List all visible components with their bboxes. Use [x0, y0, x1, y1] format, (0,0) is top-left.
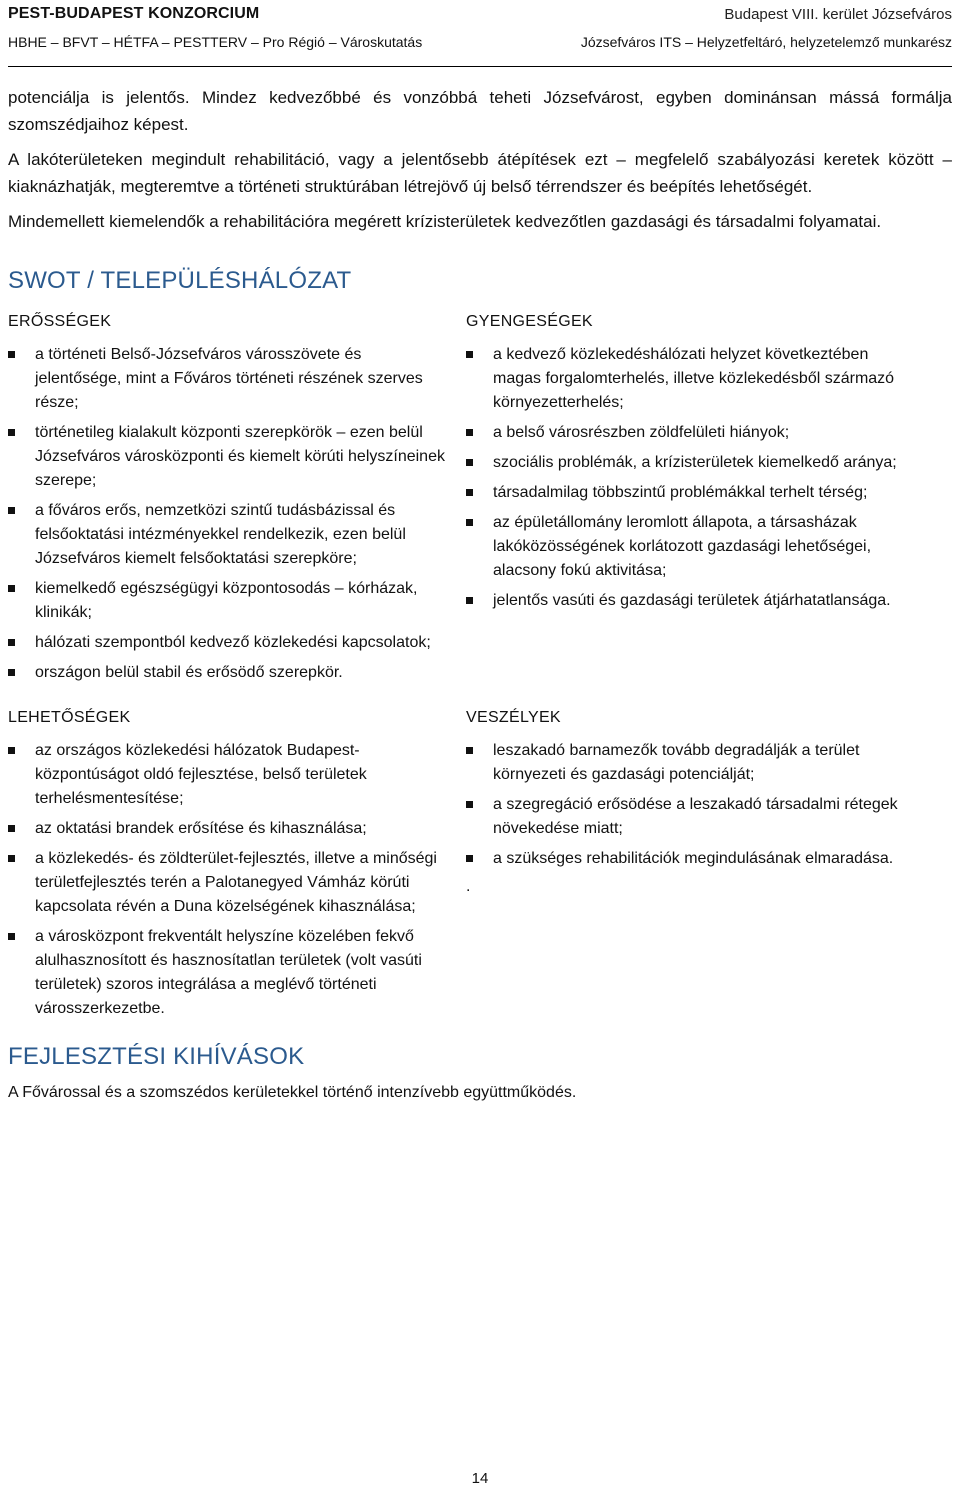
- square-bullet-icon: [466, 855, 473, 862]
- partners-line: HBHE – BFVT – HÉTFA – PESTTERV – Pro Régió – Városkutatás: [8, 34, 423, 50]
- list-item-text: jelentős vasúti és gazdasági területek átjárhatatlansága.: [493, 592, 891, 609]
- district-title: Budapest VIII. kerület Józsefváros: [724, 5, 952, 23]
- page-number: 14: [471, 1470, 489, 1487]
- intro-paragraph-2: A lakóterületeken megindult rehabilitáció, vagy a jelentősebb átépítések ezt – megfelelő szabályozási keretek között – kiaknázhatják, megteremtve a történeti struktúrában létrejövő új belső térrendszer és beépítés lehetőségét.: [8, 150, 952, 196]
- square-bullet-icon: [466, 747, 473, 754]
- org-title: PEST-BUDAPEST KONZORCIUM: [8, 5, 260, 22]
- list-item: [8, 739, 466, 811]
- header-row-bottom: [8, 28, 952, 56]
- list-item: [466, 793, 924, 841]
- header-divider: [8, 66, 952, 67]
- list-item: [8, 817, 466, 841]
- strengths-column: [8, 295, 466, 691]
- square-bullet-icon: [466, 429, 473, 436]
- swot-row-bottom: [8, 691, 952, 1027]
- square-bullet-icon: [466, 519, 473, 526]
- list-item: [8, 661, 466, 685]
- square-bullet-icon: [8, 585, 15, 592]
- list-item-text: leszakadó barnamezők tovább degradálják a terület környezeti és gazdasági potenciálját;: [493, 742, 860, 783]
- threats-column: [466, 691, 924, 1027]
- list-item: [8, 421, 466, 493]
- square-bullet-icon: [8, 825, 15, 832]
- list-item-text: a főváros erős, nemzetközi szintű tudásbázissal és felsőoktatási intézményekkel rendelkezik, ezen belül Józsefváros kiemelt felsőoktatási szerepköre;: [35, 502, 406, 567]
- list-item-text: a kedvező közlekedéshálózati helyzet következtében magas forgalomterhelés, illetve közlekedésből származó környezetterhelés;: [493, 346, 895, 411]
- list-item-text: az országos közlekedési hálózatok Budapest-központúságot oldó fejlesztése, belső területek terhelésmentesítése;: [35, 742, 367, 807]
- square-bullet-icon: [466, 459, 473, 466]
- weaknesses-list: [466, 343, 924, 613]
- list-item: [466, 421, 924, 445]
- list-item-text: az épületállomány leromlott állapota, a társasházak lakóközösségének korlátozott gazdasági lehetőségei, alacsony fokú aktivitása;: [493, 514, 872, 579]
- page-header: [8, 0, 952, 72]
- challenges-heading: FEJLESZTÉSI KIHÍVÁSOK: [8, 1043, 305, 1070]
- list-item: [466, 481, 924, 505]
- list-item: [466, 739, 924, 787]
- list-item: [8, 631, 466, 655]
- square-bullet-icon: [8, 855, 15, 862]
- strengths-list: [8, 343, 466, 685]
- square-bullet-icon: [8, 669, 15, 676]
- list-item: [466, 451, 924, 475]
- square-bullet-icon: [466, 351, 473, 358]
- opportunities-column: [8, 691, 466, 1027]
- square-bullet-icon: [8, 747, 15, 754]
- threats-title: VESZÉLYEK: [466, 709, 561, 726]
- intro-paragraph-1: potenciálja is jelentős. Mindez kedvezőbbé és vonzóbbá teheti Józsefvárost, egyben dominánsan mássá formálja szomszédjaihoz képest.: [8, 88, 952, 134]
- list-item-text: történetileg kialakult központi szerepkörök – ezen belül Józsefváros városközponti és kiemelt körúti helyszíneinek szerepe;: [35, 424, 445, 489]
- square-bullet-icon: [466, 489, 473, 496]
- square-bullet-icon: [8, 429, 15, 436]
- opportunities-title: LEHETŐSÉGEK: [8, 709, 131, 726]
- document-title: Józsefváros ITS – Helyzetfeltáró, helyzetelemző munkarész: [580, 34, 952, 50]
- weaknesses-title: GYENGESÉGEK: [466, 313, 593, 330]
- threats-list: [466, 739, 924, 871]
- list-item-text: társadalmilag többszintű problémákkal terhelt térség;: [493, 484, 868, 501]
- challenges-text: A Fővárossal és a szomszédos kerületekkel történő intenzívebb együttműködés.: [8, 1084, 577, 1101]
- list-item-text: a szegregáció erősödése a leszakadó társadalmi rétegek növekedése miatt;: [493, 796, 898, 837]
- list-item: [8, 847, 466, 919]
- square-bullet-icon: [8, 639, 15, 646]
- square-bullet-icon: [8, 933, 15, 940]
- opportunities-list: [8, 739, 466, 1021]
- list-item-text: a szükséges rehabilitációk megindulásának elmaradása.: [493, 850, 894, 867]
- list-item-text: országon belül stabil és erősödő szerepkör.: [35, 664, 343, 681]
- list-item-text: a városközpont frekventált helyszíne közelében fekvő alulhasznosított és hasznosítatlan területek (volt vasúti területek) szoros integrálása a meglévő történeti városszerkezetbe.: [35, 928, 422, 1017]
- swot-heading: SWOT / TELEPÜLÉSHÁLÓZAT: [8, 267, 352, 294]
- list-item: [8, 925, 466, 1021]
- weaknesses-column: [466, 295, 924, 691]
- list-item-text: a közlekedés- és zöldterület-fejlesztés, illetve a minőségi területfejlesztés terén a Palotanegyed Vámház körúti kapcsolata révén a Duna közelségének kihasználása;: [35, 850, 437, 915]
- list-item: [8, 343, 466, 415]
- page-content: [8, 84, 952, 1105]
- list-item: [466, 847, 924, 871]
- square-bullet-icon: [466, 597, 473, 604]
- strengths-title: ERŐSSÉGEK: [8, 313, 112, 330]
- list-item-text: a belső városrészben zöldfelületi hiányok;: [493, 424, 790, 441]
- list-item: [8, 577, 466, 625]
- list-item: [466, 343, 924, 415]
- threats-trailing-dot: .: [466, 878, 471, 895]
- square-bullet-icon: [466, 801, 473, 808]
- list-item: [466, 511, 924, 583]
- swot-row-top: [8, 295, 952, 691]
- square-bullet-icon: [8, 507, 15, 514]
- header-row-top: [8, 0, 952, 28]
- list-item: [8, 499, 466, 571]
- list-item-text: hálózati szempontból kedvező közlekedési kapcsolatok;: [35, 634, 431, 651]
- intro-paragraph-3: Mindemellett kiemelendők a rehabilitációra megérett krízisterületek kedvezőtlen gazdasági és társadalmi folyamatai.: [8, 212, 882, 231]
- list-item-text: a történeti Belső-Józsefváros városszövete és jelentősége, mint a Főváros történeti részének szerves része;: [35, 346, 423, 411]
- list-item: [466, 589, 924, 613]
- list-item-text: kiemelkedő egészségügyi központosodás – kórházak, klinikák;: [35, 580, 418, 621]
- square-bullet-icon: [8, 351, 15, 358]
- list-item-text: szociális problémák, a krízisterületek kiemelkedő aránya;: [493, 454, 897, 471]
- list-item-text: az oktatási brandek erősítése és kihasználása;: [35, 820, 367, 837]
